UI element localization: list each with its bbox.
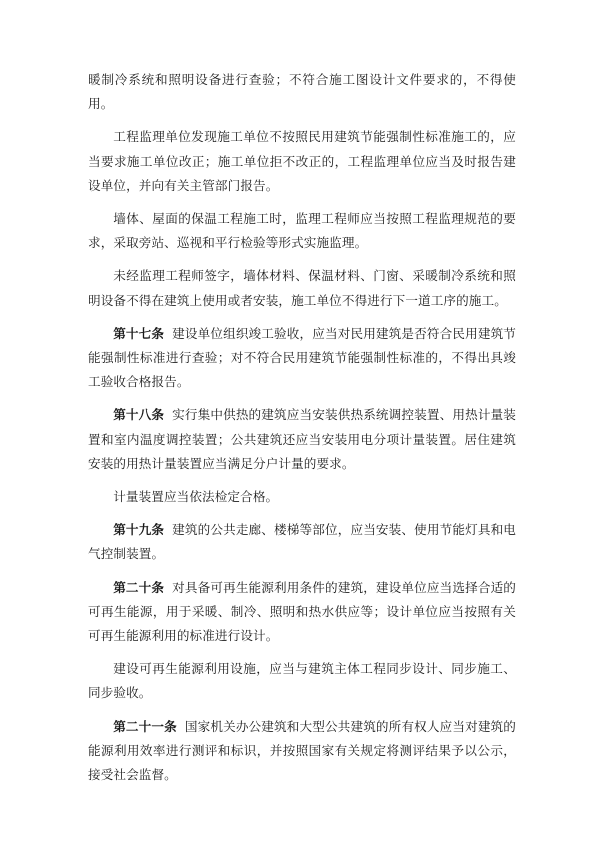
- article-17: [88, 322, 516, 395]
- paragraph-text: 对具备可再生能源利用条件的建筑，建设单位应当选择合适的可再生能源，用于采暖、制冷、照明和热水供应等；设计单位应当按照有关可再生能源利用的标准进行设计。: [88, 579, 516, 644]
- paragraph-text: 暖制冷系统和照明设备进行查验；不符合施工图设计文件要求的，不得使用。: [88, 72, 516, 112]
- article-number: 第十七条: [113, 325, 165, 341]
- article-number: 第二十条: [113, 579, 165, 595]
- article-18: [88, 403, 516, 476]
- paragraph-1: [88, 68, 516, 116]
- article-number: 第十九条: [113, 522, 165, 538]
- article-20: [88, 576, 516, 649]
- paragraph-text: 实行集中供热的建筑应当安装供热系统调控装置、用热计量装置和室内温度调控装置；公共建筑还应当安装用电分项计量装置。居住建筑安装的用热计量装置应当满足分户计量的要求。: [88, 407, 516, 471]
- paragraph-4: [88, 264, 516, 312]
- paragraph-text: 计量装置应当依法检定合格。: [113, 489, 279, 505]
- article-19: [88, 518, 516, 566]
- paragraph-10: [88, 657, 516, 705]
- article-number: 第二十一条: [113, 718, 177, 734]
- paragraph-7: [88, 485, 516, 509]
- article-number: 第十八条: [113, 407, 165, 423]
- paragraph-2: [88, 125, 516, 198]
- paragraph-text: 建筑的公共走廊、楼梯等部位，应当安装、使用节能灯具和电气控制装置。: [88, 522, 516, 562]
- paragraph-text: 建设单位组织竣工验收，应当对民用建筑是否符合民用建筑节能强制性标准进行查验；对不符合民用建筑节能强制性标准的，不得出具竣工验收合格报告。: [88, 325, 516, 390]
- paragraph-text: 建设可再生能源利用设施，应当与建筑主体工程同步设计、同步施工、同步验收。: [88, 661, 516, 701]
- paragraph-3: [88, 207, 516, 255]
- paragraph-text: 墙体、屋面的保温工程施工时，监理工程师应当按照工程监理规范的要求，采取旁站、巡视和平行检验等形式实施监理。: [88, 211, 516, 251]
- article-21: [88, 715, 516, 788]
- document-page: [88, 68, 516, 796]
- paragraph-text: 未经监理工程师签字，墙体材料、保温材料、门窗、采暖制冷系统和照明设备不得在建筑上使用或者安装，施工单位不得进行下一道工序的施工。: [88, 268, 516, 308]
- paragraph-text: 国家机关办公建筑和大型公共建筑的所有权人应当对建筑的能源利用效率进行测评和标识，并按照国家有关规定将测评结果予以公示，接受社会监督。: [88, 718, 516, 783]
- paragraph-text: 工程监理单位发现施工单位不按照民用建筑节能强制性标准施工的，应当要求施工单位改正；施工单位拒不改正的，工程监理单位应当及时报告建设单位，并向有关主管部门报告。: [88, 129, 516, 193]
